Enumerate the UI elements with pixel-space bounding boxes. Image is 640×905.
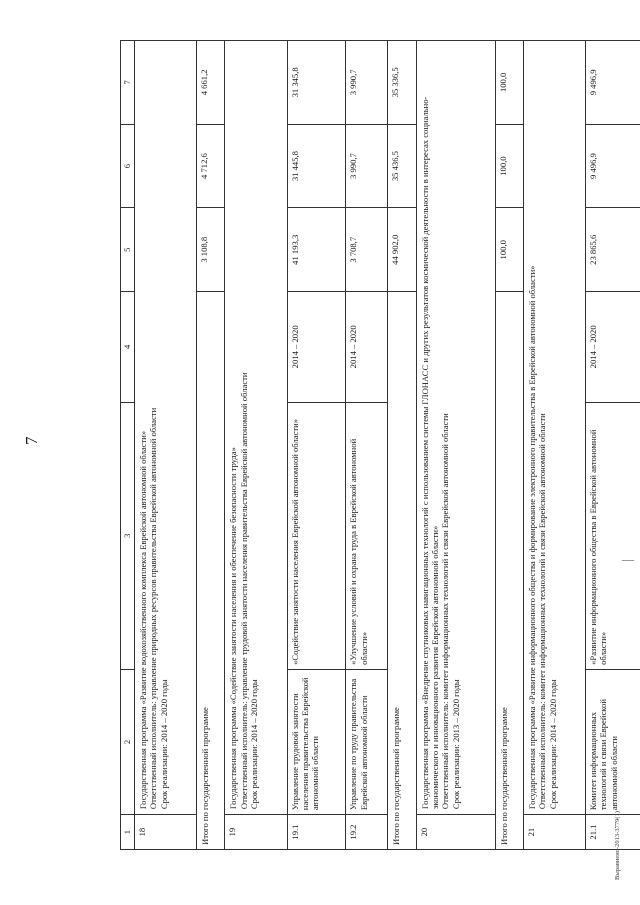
total-value: 35 336,5 xyxy=(388,41,416,125)
program-executor: Ответственный исполнитель: комитет информационных технологий и связи Еврейской автономной области xyxy=(537,413,548,810)
rotated-table-sheet xyxy=(120,40,640,850)
amount-cell: 31 445,8 xyxy=(287,124,346,208)
header-cell: 5 xyxy=(121,208,135,292)
program-period: Срок реализации: 2014 – 2020 годы xyxy=(249,679,260,810)
program-total-row xyxy=(388,41,416,850)
total-label: Итого по государственной программе xyxy=(388,292,416,850)
total-value: 100,0 xyxy=(495,208,523,292)
header-cell: 7 xyxy=(121,41,135,125)
row-number: 21.1 xyxy=(586,815,640,850)
amount-cell: 9 496,9 xyxy=(586,124,640,208)
subprogram-row xyxy=(287,41,346,850)
amount-cell: 3 990,7 xyxy=(346,124,388,208)
row-number: 19.2 xyxy=(346,815,388,850)
program-description xyxy=(524,41,586,815)
program-funding-table xyxy=(120,40,640,850)
program-title: Государственная программа «Развитие информационного общества и формирование электронного правительства в Еврейской автономной области» xyxy=(527,265,538,810)
total-value: 4 712,6 xyxy=(197,124,225,208)
executor-cell: Комитет информационных технологий и связи Еврейской автономной области xyxy=(586,669,640,814)
program-title: Государственная программа «Содействие занятости населения и обеспечение безопасности труда» xyxy=(228,447,239,810)
amount-cell: 3 708,7 xyxy=(346,208,388,292)
total-label: Итого по государственной программе xyxy=(197,292,225,850)
total-value: 100,0 xyxy=(495,41,523,125)
program-description xyxy=(225,41,287,815)
total-value: 44 902,0 xyxy=(388,208,416,292)
program-period: Срок реализации: 2014 – 2020 годы xyxy=(158,679,169,810)
amount-cell: 41 193,3 xyxy=(287,208,346,292)
total-value: 4 661,2 xyxy=(197,41,225,125)
row-number: 19 xyxy=(225,815,287,850)
total-value: 35 436,5 xyxy=(388,124,416,208)
row-number: 20 xyxy=(416,815,495,850)
amount-cell: 31 345,8 xyxy=(287,41,346,125)
subprogram-name: «Улучшение условий и охрана труда в Еврейской автономной области» xyxy=(346,402,388,669)
header-cell: 4 xyxy=(121,292,135,402)
total-value: 3 108,8 xyxy=(197,208,225,292)
program-executor: Ответственный исполнитель: управление трудовой занятости населения правительства Еврейской автономной области xyxy=(238,372,249,810)
header-cell: 1 xyxy=(121,815,135,850)
program-description xyxy=(416,41,495,815)
program-section-row xyxy=(135,41,197,850)
amount-cell: 9 496,9 xyxy=(586,41,640,125)
table-header-row xyxy=(121,41,135,850)
executor-cell: Управление трудовой занятости населения правительства Еврейской автономной области xyxy=(287,669,346,814)
program-section-row xyxy=(524,41,586,850)
period-cell: 2014 – 2020 xyxy=(586,292,640,402)
program-section-row xyxy=(225,41,287,850)
program-description xyxy=(135,41,197,815)
header-cell: 6 xyxy=(121,124,135,208)
program-title: Государственная программа «Развитие водохозяйственного комплекса Еврейской автономной области» xyxy=(138,430,148,810)
period-cell: 2014 – 2020 xyxy=(346,292,388,402)
amount-cell: 3 990,7 xyxy=(346,41,388,125)
period-cell: 2014 – 2020 xyxy=(287,292,346,402)
executor-cell: Управление по труду правительства Еврейской автономной области xyxy=(346,669,388,814)
total-value: 100,0 xyxy=(495,124,523,208)
subprogram-name: «Содействие занятости населения Еврейской автономной области» xyxy=(287,402,346,669)
document-stamp: Выравнено-2013-3779(1) xyxy=(614,811,621,880)
program-executor: Ответственный исполнитель: комитет информационных технологий и связи Еврейской автономной области xyxy=(440,413,451,810)
program-title: Государственная программа «Внедрение спутниковых навигационных технологий с использованием системы ГЛОНАСС и других результатов космической деятельности в интересах социально-экономического и инновационного развития Еврейской автономной области» xyxy=(419,96,440,810)
program-period: Срок реализации: 2014 – 2020 годы xyxy=(547,679,558,810)
program-section-row xyxy=(416,41,495,850)
row-number: 19.1 xyxy=(287,815,346,850)
subprogram-row xyxy=(586,41,640,850)
page-number: 7 xyxy=(22,436,41,445)
header-cell: 3 xyxy=(121,402,135,669)
row-number: 21 xyxy=(524,815,586,850)
program-executor: Ответственный исполнитель: управление природных ресурсов правительства Еврейской автономной области xyxy=(148,407,159,810)
header-cell: 2 xyxy=(121,669,135,814)
total-label: Итого по государственной программе xyxy=(495,292,523,850)
row-number: 18 xyxy=(135,815,197,850)
program-period: Срок реализации: 2013 – 2020 годы xyxy=(450,679,461,810)
program-total-row xyxy=(495,41,523,850)
subprogram-row xyxy=(346,41,388,850)
subprogram-name: «Развитие информационного общества в Еврейской автономной области» xyxy=(586,402,640,669)
amount-cell: 23 865,6 xyxy=(586,208,640,292)
program-total-row xyxy=(197,41,225,850)
